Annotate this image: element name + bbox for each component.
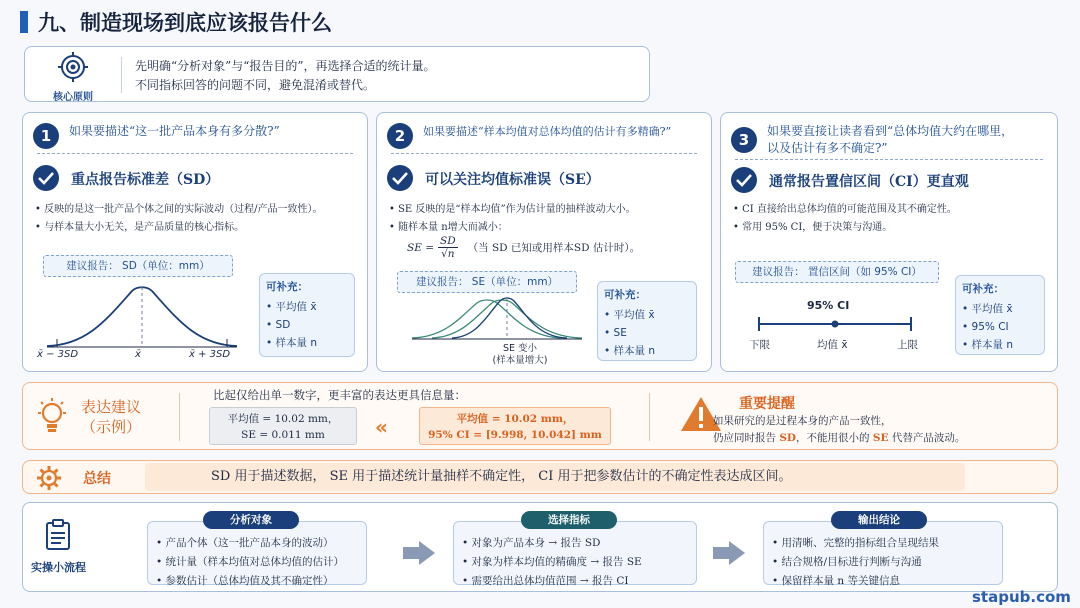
list-item: • 对象为样本均值的精确度 → 报告 SE (462, 553, 688, 572)
list-item: • 用清晰、完整的指标组合呈现结果 (772, 534, 994, 553)
check-icon (731, 167, 757, 193)
step-pill-2: 选择指标 (521, 511, 617, 529)
step-pill-3: 输出结论 (831, 511, 927, 529)
supplement-title: 可补充： (962, 283, 1004, 295)
curve-label-1: SE 变小 (502, 343, 538, 354)
ci-interval-diagram (751, 315, 921, 333)
expression-label (81, 397, 141, 437)
se-question: 如果要描述“样本均值对总体均值的估计有多精确?” (423, 125, 672, 138)
arrow-right-icon (729, 541, 745, 565)
workflow-panel (22, 502, 1058, 592)
sampling-distribution-chart (407, 295, 587, 341)
warning-line-1: 如果研究的是过程本身的产品一致性， (713, 415, 892, 427)
warning-sd-highlight: SD (779, 432, 797, 444)
watermark: stapub.com (972, 588, 1071, 606)
formula-numerator: SD (440, 235, 456, 247)
warning-text-part: ，不能用很小的 (796, 432, 873, 444)
list-item: • 参数估计（总体均值及其不确定性） (156, 572, 358, 591)
lightbulb-icon (35, 397, 69, 437)
expression-label-2: （示例） (81, 418, 142, 436)
step-number-3: 3 (731, 127, 757, 153)
divider (121, 57, 122, 93)
se-formula (407, 235, 640, 260)
divider (649, 393, 650, 441)
warning-text (713, 413, 965, 447)
se-curve-caption (485, 343, 555, 367)
title-accent-bar (20, 11, 28, 33)
check-icon (387, 165, 413, 191)
check-icon (33, 165, 59, 191)
step-number-2: 2 (387, 123, 413, 149)
formula-lhs: SE = (407, 241, 434, 254)
expression-label-1: 表达建议 (81, 398, 142, 416)
sd-card (22, 112, 368, 372)
step-box-analysis-object (147, 521, 367, 585)
supplement-item: • SE (604, 324, 690, 342)
axis-right-label: x̄ + 3SD (189, 349, 231, 360)
summary-bar (22, 460, 1058, 494)
sd-supplement-box (259, 273, 355, 357)
se-suggest-box: 建议报告： SE（单位：mm） (397, 271, 577, 293)
expression-suggestion-panel (22, 382, 1058, 450)
summary-text: SD 用于描述数据， SE 用于描述统计量抽样不确定性， CI 用于把参数估计的不确定性表达成区间。 (145, 463, 965, 491)
se-card (376, 112, 712, 372)
core-principle-text (135, 57, 436, 95)
core-principle-card (24, 46, 650, 102)
supplement-item: • SD (266, 316, 348, 334)
bullet-item: • CI 直接给出总体均值的可能范围及其不确定性。 (733, 201, 957, 219)
bullet-item: • 随样本量 n增大而减小： (389, 219, 636, 237)
step-pill-1: 分析对象 (203, 511, 299, 529)
formula-note: （当 SD 已知或用样本SD 估计时）。 (467, 242, 641, 254)
curve-label-2: (样本量增大) (492, 355, 548, 366)
supplement-item: • 平均值 x̄ (266, 298, 348, 316)
se-supplement-box (597, 281, 697, 361)
sd-heading: 重点报告标准差（SD） (71, 172, 220, 188)
list-item: • 统计量（样本均值对总体均值的估计） (156, 553, 358, 572)
supplement-title: 可补充： (604, 289, 646, 301)
supplement-item: • 样本量 n (266, 334, 348, 352)
warning-text-part: 代替产品波动。 (888, 432, 966, 444)
supplement-title: 可补充： (266, 281, 308, 293)
rich-line-2: 95% CI = [9.998, 10.042] mm (428, 429, 602, 441)
target-icon (56, 51, 90, 83)
plain-expression-box (209, 407, 357, 445)
ci-question-line-1: 如果要直接让读者看到“总体均值大约在哪里， (767, 124, 1014, 138)
supplement-item: • 样本量 n (962, 336, 1038, 354)
warning-title: 重要提醒 (739, 396, 795, 412)
step-box-choose-metric (453, 521, 697, 585)
dashed-divider (391, 153, 697, 154)
divider (179, 393, 180, 441)
page-title: 九、制造现场到底应该报告什么 (38, 10, 332, 35)
ci-upper-label: 上限 (897, 339, 918, 351)
list-item: • 结合规格/目标进行判断与沟通 (772, 553, 994, 572)
summary-label: 总结 (83, 471, 111, 487)
plain-line-1: 平均值 = 10.02 mm， (227, 413, 339, 425)
step-box-output-conclusion (763, 521, 1003, 585)
arrow-right-icon (419, 541, 435, 565)
bullet-item: • SE 反映的是“样本均值”作为估计量的抽样波动大小。 (389, 201, 636, 219)
ci-label: 95% CI (807, 299, 850, 312)
supplement-item: • 平均值 x̄ (604, 306, 690, 324)
core-line-2: 不同指标回答的问题不同，避免混淆或替代。 (135, 78, 376, 92)
formula-fraction (438, 235, 458, 260)
formula-denominator: √n (441, 248, 455, 260)
list-item: • 对象为产品本身 → 报告 SD (462, 534, 688, 553)
ci-question-line-2: 以及估计有多不确定?” (767, 141, 888, 155)
rich-expression-box (419, 407, 611, 445)
bullet-item: • 反映的是这一批产品个体之间的实际波动（过程/产品一致性）。 (35, 201, 322, 219)
dashed-divider (37, 153, 353, 154)
supplement-item: • 样本量 n (604, 342, 690, 360)
ci-suggest-box: 建议报告： 置信区间（如 95% CI） (735, 261, 939, 283)
se-heading: 可以关注均值标准误（SE） (425, 172, 600, 188)
ci-lower-label: 下限 (749, 339, 770, 351)
core-principle-label: 核心原则 (53, 92, 93, 103)
axis-left-label: x̄ − 3SD (37, 349, 79, 360)
ci-card (720, 112, 1058, 372)
gear-icon (35, 464, 63, 492)
se-bullets (389, 201, 636, 237)
core-line-1: 先明确“分析对象”与“报告目的”，再选择合适的统计量。 (135, 59, 436, 73)
warning-line-2 (713, 430, 965, 447)
double-chevron-left-icon: « (375, 415, 388, 439)
bullet-item: • 常用 95% CI，便于决策与沟通。 (733, 219, 957, 237)
sd-suggest-box: 建议报告： SD（单位：mm） (43, 255, 233, 277)
rich-line-1: 平均值 = 10.02 mm， (456, 413, 574, 425)
sd-question: 如果要描述“这一批产品本身有多分散?” (69, 124, 280, 138)
arrow-right-icon (403, 547, 419, 559)
supplement-item: • 95% CI (962, 318, 1038, 336)
sd-bullets (35, 201, 322, 237)
list-item: • 保留样本量 n 等关键信息 (772, 572, 994, 591)
list-item: • 需要给出总体均值范围 → 报告 CI (462, 572, 688, 591)
dashed-divider (735, 159, 1043, 160)
core-principle-badge (37, 51, 109, 103)
ci-heading: 通常报告置信区间（CI）更直观 (769, 174, 969, 190)
axis-mid-label: x̄ (135, 349, 141, 360)
ci-question (767, 123, 1013, 157)
clipboard-icon (45, 519, 71, 551)
ci-mean-label: 均值 x̄ (817, 339, 848, 351)
plain-line-2: SE = 0.011 mm (241, 429, 325, 441)
arrow-right-icon (713, 547, 729, 559)
step-number-1: 1 (33, 123, 59, 149)
page-title-row (20, 8, 332, 36)
ci-supplement-box (955, 275, 1045, 355)
warning-se-highlight: SE (872, 432, 889, 444)
warning-text-part: 仍应同时报告 (713, 432, 780, 444)
supplement-item: • 平均值 x̄ (962, 300, 1038, 318)
workflow-label: 实操小流程 (31, 561, 86, 574)
bullet-item: • 与样本量大小无关，是产品质量的核心指标。 (35, 219, 322, 237)
list-item: • 产品个体（这一批产品本身的波动） (156, 534, 358, 553)
expression-lead: 比起仅给出单一数字，更丰富的表达更具信息量： (213, 388, 466, 402)
ci-bullets (733, 201, 957, 237)
